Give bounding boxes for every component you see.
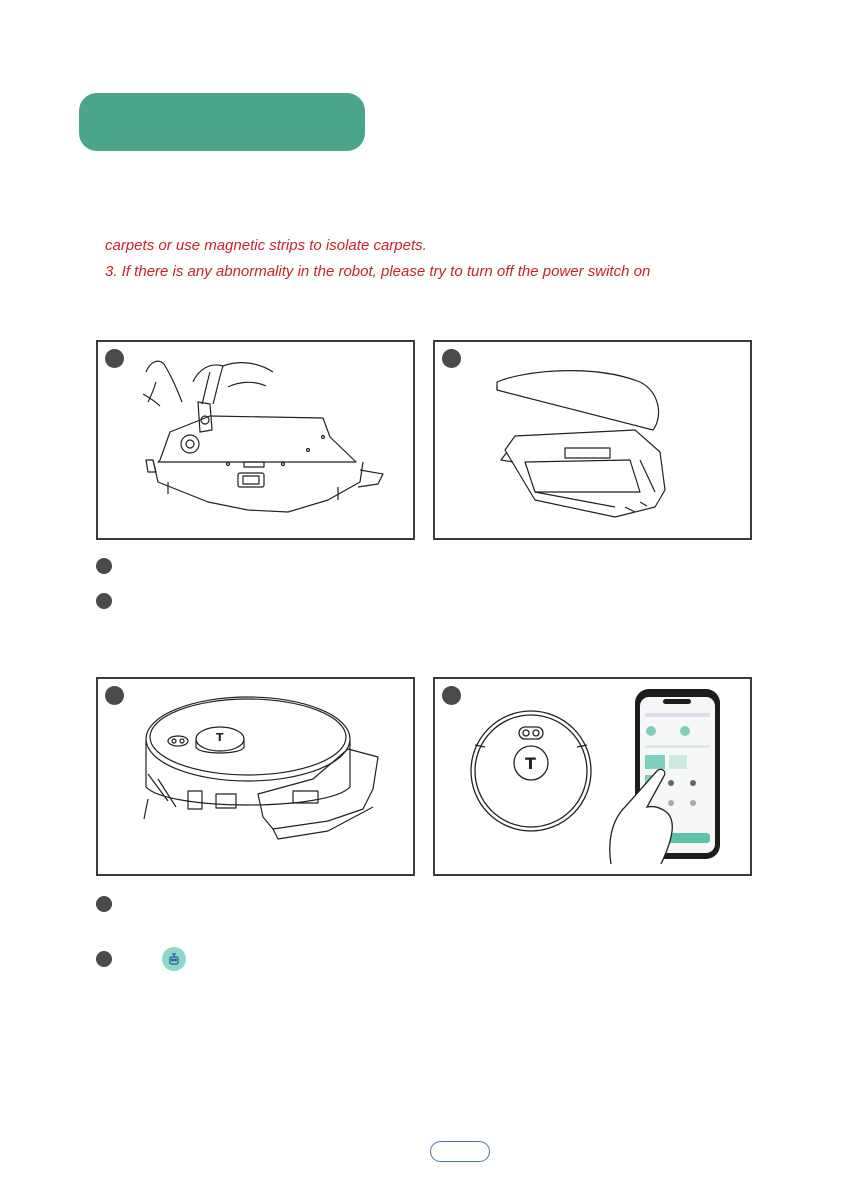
illustration-panel-1 bbox=[96, 340, 415, 540]
illustration-panel-4 bbox=[433, 677, 752, 876]
step-number-marker bbox=[105, 349, 124, 368]
note-line-1: carpets or use magnetic strips to isolate carpets. bbox=[105, 237, 427, 254]
svg-text:T: T bbox=[525, 754, 536, 773]
illustration-panel-2 bbox=[433, 340, 752, 540]
section-header-bar bbox=[79, 93, 365, 151]
step-bullet bbox=[96, 593, 112, 609]
step-bullet bbox=[96, 896, 112, 912]
step-number-marker bbox=[442, 349, 461, 368]
mop-pad-illustration bbox=[435, 342, 750, 538]
step-bullet bbox=[96, 951, 112, 967]
step-bullet bbox=[96, 558, 112, 574]
robot-app-illustration bbox=[435, 679, 750, 874]
robot-icon bbox=[162, 947, 186, 971]
page-number-pill bbox=[430, 1141, 490, 1162]
robot-install-illustration bbox=[98, 679, 413, 874]
step-number-marker bbox=[105, 686, 124, 705]
illustration-panel-3 bbox=[96, 677, 415, 876]
note-line-2: 3. If there is any abnormality in the robot, please try to turn off the power switch on bbox=[105, 263, 651, 280]
svg-text:T: T bbox=[216, 731, 224, 744]
water-tank-illustration bbox=[98, 342, 413, 538]
step-number-marker bbox=[442, 686, 461, 705]
